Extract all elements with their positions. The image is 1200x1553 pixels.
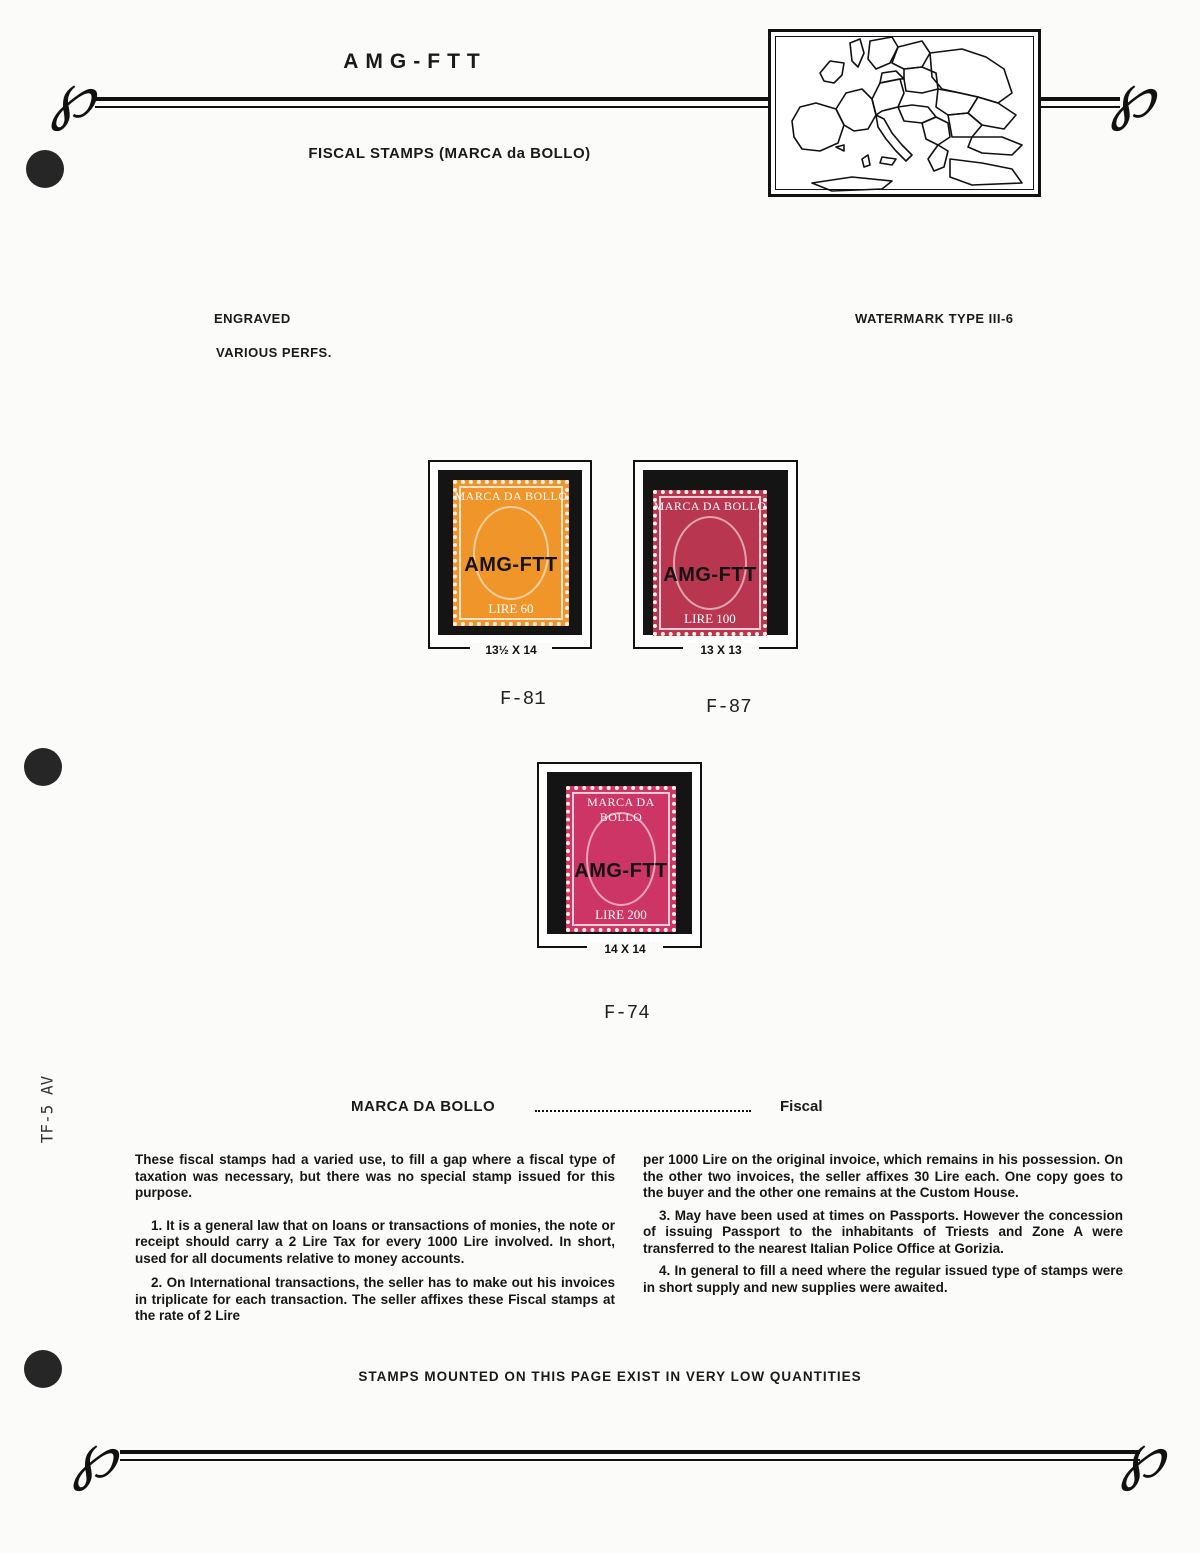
header-rule-thin bbox=[95, 106, 770, 108]
description-item-1: 1. It is a general law that on loans or transactions of monies, the note or receipt should carry a 2 Lire Tax for every 1000 Lire involved. In short, used for all documents relative to money accounts. bbox=[135, 1217, 615, 1266]
perf-gauge: 14 X 14 bbox=[587, 942, 663, 956]
stamp-portrait-oval bbox=[473, 506, 549, 600]
stamp-overprint: AMG-FTT bbox=[663, 564, 757, 586]
page-subtitle: FISCAL STAMPS (MARCA da BOLLO) bbox=[308, 145, 591, 162]
stamp-image bbox=[453, 480, 569, 626]
stamp-portrait-oval bbox=[673, 516, 747, 610]
catalog-number: F-81 bbox=[500, 688, 546, 710]
stamp-image bbox=[653, 490, 767, 636]
europe-map bbox=[768, 29, 1041, 197]
footer-left-flourish-icon: ℘ bbox=[72, 1419, 117, 1493]
stamp-mount bbox=[633, 460, 798, 657]
stamp-mount bbox=[428, 460, 592, 657]
description-item-3: 3. May have been used at times on Passports. However the concession of issuing Passport to the inhabitants of Triests and Zone A were transferred to the nearest Italian Police Office at Gorizia. bbox=[643, 1207, 1123, 1256]
stamp-mount bbox=[537, 762, 702, 956]
footer-rule bbox=[120, 1450, 1140, 1454]
page-title: AMG-FTT bbox=[343, 50, 487, 73]
description-right-column bbox=[643, 1152, 1123, 1296]
header-rule-right-thin bbox=[1040, 106, 1120, 108]
header-right-flourish-icon: ℘ bbox=[1110, 59, 1155, 133]
binder-hole-bottom bbox=[24, 1350, 62, 1388]
description-left-column bbox=[135, 1152, 615, 1325]
catalog-number: F-74 bbox=[604, 1002, 650, 1024]
stamp-portrait-oval bbox=[586, 812, 656, 906]
stamp-top-text: MARCA DA BOLLO bbox=[587, 795, 655, 824]
header-rule bbox=[95, 97, 770, 101]
printing-method: ENGRAVED bbox=[214, 311, 291, 326]
description-item-4: 4. In general to fill a need where the regular issued type of stamps were in short supply and new supplies were awaited. bbox=[643, 1263, 1123, 1295]
footer-right-flourish-icon: ℘ bbox=[1120, 1419, 1165, 1493]
stamp-value: LIRE 200 bbox=[595, 907, 647, 922]
stamp-top-text: MARCA DA BOLLO bbox=[454, 489, 568, 503]
perf-gauge: 13½ X 14 bbox=[470, 643, 552, 657]
footer-rule-thin bbox=[120, 1459, 1140, 1461]
header-left-flourish-icon: ℘ bbox=[50, 59, 95, 133]
footer-note: STAMPS MOUNTED ON THIS PAGE EXIST IN VERY LOW QUANTITIES bbox=[358, 1369, 862, 1384]
binder-hole-middle bbox=[24, 748, 62, 786]
description-intro: These fiscal stamps had a varied use, to fill a gap where a fiscal type of taxation was necessary, but there was no special stamp issued for this purpose. bbox=[135, 1152, 615, 1200]
stamp-value: LIRE 60 bbox=[488, 601, 534, 616]
stamp-overprint: AMG-FTT bbox=[464, 554, 558, 576]
watermark-note: WATERMARK TYPE III-6 bbox=[855, 311, 1014, 326]
section-heading-left: MARCA DA BOLLO bbox=[351, 1098, 496, 1115]
binder-hole-top bbox=[26, 150, 64, 188]
description-item-2: 2. On International transactions, the seller has to make out his invoices in triplicate for each transaction. The seller affixes these Fiscal stamps at the rate of 2 Lire bbox=[135, 1275, 615, 1323]
stamp-value: LIRE 100 bbox=[684, 611, 736, 626]
stamp-top-text: MARCA DA BOLLO bbox=[653, 499, 767, 513]
europe-map-icon bbox=[772, 33, 1037, 193]
section-heading-right: Fiscal bbox=[780, 1098, 823, 1115]
stamp-overprint: AMG-FTT bbox=[574, 860, 668, 882]
perf-gauge: 13 X 13 bbox=[683, 643, 759, 657]
perforation-note: VARIOUS PERFS. bbox=[216, 345, 332, 360]
stamp-image bbox=[566, 786, 676, 932]
description-item-2-continued: per 1000 Lire on the original invoice, which remains in his possession. On the other two invoices, the seller affixes 30 Lire each. One copy goes to the buyer and the other one remains at the Custom House. bbox=[643, 1152, 1123, 1200]
header-rule-right bbox=[1040, 97, 1120, 101]
catalog-number: F-87 bbox=[706, 696, 752, 718]
section-heading-leader bbox=[535, 1110, 751, 1112]
margin-note: TF-5 AV bbox=[37, 1075, 57, 1144]
